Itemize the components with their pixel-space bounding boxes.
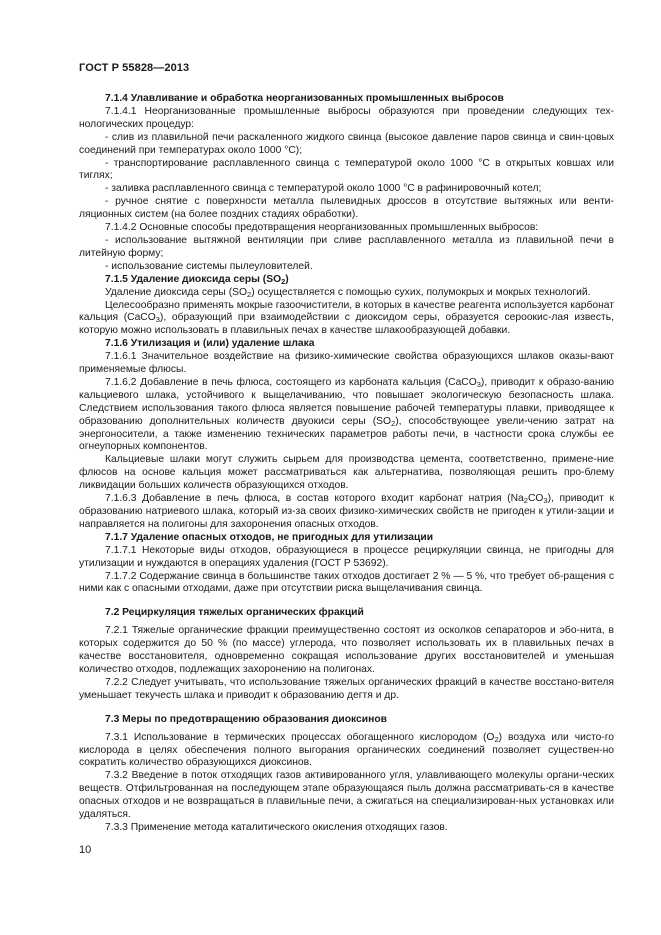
text-run: ) воздуха или чисто-го кислорода в целях обеспечения полного выгорания органических соединений позволяет существен-но сократить количество образующихся диоксинов. (79, 731, 614, 769)
text-run: 7.1.7 Удаление опасных отходов, не пригодных для утилизации (105, 531, 434, 543)
paragraph (79, 545, 614, 571)
subscript: 2 (494, 734, 499, 744)
text-run: - слив из плавильной печи раскаленного жидкого свинца (высокое давление паров свинца и свин-цовых соединений при температурах около 1000 °С); (79, 131, 614, 156)
paragraph (79, 196, 614, 222)
text-run: - заливка расплавленного свинца с температурой около 1000 °С в рафинировочный котел; (105, 183, 542, 195)
text-run: CO (527, 493, 544, 505)
subscript: 2 (523, 496, 528, 506)
paragraph (79, 732, 614, 771)
text-run: 7.2.2 Следует учитывать, что использование тяжелых органических фракций в качестве восстано-вителя уменьшает текучесть шлака и приводит к образованию дегтя и др. (79, 676, 614, 701)
text-run: 7.1.7.1 Некоторые виды отходов, образующиеся в процессе рециркуляции свинца, не пригодны для утилизации и нуждаются в операциях удаления (ГОСТ Р 53692). (79, 544, 614, 569)
text-run: 7.2.1 Тяжелые органические фракции преимущественно состоят из осколков сепараторов и эбо-нита, в которых содержится до 50 % (по массе) углерода, что позволяет использовать их в плавильных печах в качестве восстановителя, одновременно сокращая использование других восстановителей и уменьшая количество отходов, подлежащих захоронению на полигонах. (79, 625, 614, 675)
paragraph (79, 377, 614, 454)
text-run: 7.1.4.1 Неорганизованные промышленные выбросы образуются при проведении следующих тех-нологических процедур: (79, 105, 614, 130)
paragraph (79, 287, 614, 300)
text-run: Удаление диоксида серы (SO (105, 286, 248, 298)
paragraph (79, 300, 614, 339)
paragraph (79, 822, 614, 835)
text-run: 7.1.4 Улавливание и обработка неорганизованных промышленных выбросов (105, 93, 504, 104)
subscript: 3 (543, 496, 548, 506)
text-run: 7.1.6.1 Значительное воздействие на физико-химические свойства образующихся шлаков оказы-вают применяемые флюсы. (79, 351, 614, 376)
text-run: 7.3.3 Применение метода каталитического окисления отходящих газов. (105, 821, 448, 833)
paragraph (79, 235, 614, 261)
paragraph (79, 677, 614, 703)
section-heading (79, 93, 614, 106)
subscript: 2 (247, 289, 252, 299)
paragraph (79, 493, 614, 532)
paragraph (79, 261, 614, 274)
text-run: - использование вытяжной вентиляции при сливе расплавленного металла из плавильной печи в литейную форму; (79, 234, 614, 259)
document-header: ГОСТ Р 55828—2013 (79, 62, 190, 74)
text-run: ) (285, 273, 289, 285)
page-number: 10 (79, 844, 92, 856)
subscript: 2 (281, 276, 286, 286)
section-heading (79, 338, 614, 351)
text-run: ) осуществляется с помощью сухих, полумокрых и мокрых технологий. (251, 286, 591, 298)
text-run: ), способствующее увели-чению затрат на энергоносители, а также изменению технических параметров работы печи, в частности срока службы ее огнеупорных компонентов. (79, 415, 614, 453)
section-heading (79, 274, 614, 287)
text-run: - ручное снятие с поверхности металла пылевидных дроссов в отсутствие вытяжных или венти-ляционных систем (на более поздних стадиях обработки). (79, 196, 614, 221)
text-run: Целесообразно применять мокрые газоочистители, в которых в качестве реагента используется карбонат кальция (CaCO (79, 299, 614, 324)
paragraph (79, 106, 614, 132)
paragraph (79, 183, 614, 196)
text-run: 7.1.7.2 Содержание свинца в большинстве таких отходов достигает 2 % — 5 %, что требует об-ращения с ними как с опасными отходами, даже при отсутствии риска выщелачивания свинца. (79, 570, 614, 595)
text-run: 7.1.5 Удаление диоксида серы (SO (105, 273, 282, 285)
text-run: - транспортирование расплавленного свинца с температурой около 1000 °С в открытых ковшах или тиглях; (79, 157, 614, 182)
text-run: ), приводит к образо-ванию кальциевого шлака, устойчивого к выщелачиванию, что повышает экологическую безопасность шлака. Следствием использования такого флюса является повышение рабочей температуры плавки, приводящее к образованию дополнительных количеств двуокиси серы (SO (79, 376, 614, 427)
paragraph (79, 351, 614, 377)
text-run: 7.1.4.2 Основные способы предотвращения неорганизованных промышленных выбросов: (105, 222, 539, 234)
section-heading (79, 607, 614, 620)
text-run: 7.1.6.3 Добавление в печь флюса, в состав которого входит карбонат натрия (Na (105, 493, 524, 505)
section-heading (79, 532, 614, 545)
text-run: 7.2 Рециркуляция тяжелых органических фракций (105, 607, 364, 619)
document-body (79, 93, 614, 835)
subscript: 2 (391, 418, 396, 428)
text-run: ), образующий при взаимодействии с диоксидом серы, образуется сероокис-лая известь, которую можно использовать в плавильных печах в качестве шлакообразующей добавки. (79, 312, 614, 337)
subscript: 3 (155, 315, 160, 325)
text-run: - использование системы пылеуловителей. (105, 260, 313, 272)
paragraph (79, 625, 614, 677)
paragraph (79, 571, 614, 597)
subscript: 3 (476, 379, 481, 389)
section-heading (79, 714, 614, 727)
paragraph (79, 222, 614, 235)
paragraph (79, 132, 614, 158)
text-run: Кальциевые шлаки могут служить сырьем для производства цемента, соответственно, примене-ние флюсов на основе кальция может рассматриваться как альтернатива, позволяющая решить про-блему ликвидации больших количеств образующихся отходов. (79, 454, 614, 492)
paragraph (79, 454, 614, 493)
text-run: 7.3 Меры по предотвращению образования диоксинов (105, 713, 387, 725)
text-run: 7.3.1 Использование в термических процессах обогащенного кислородом (O (105, 731, 495, 743)
text-run: 7.3.2 Введение в поток отходящих газов активированного угля, улавливающего молекулы органи-ческих веществ. Отфильтрованная на последующем этапе образующаяся пыль должна рассматривать-ся в качестве опасных отходов и не возвращаться в плавильные печи, а сжигаться на специализирован-ных установках или удаляться. (79, 770, 614, 821)
paragraph (79, 158, 614, 184)
text-run: 7.1.6 Утилизация и (или) удаление шлака (105, 338, 315, 350)
paragraph (79, 770, 614, 822)
text-run: 7.1.6.2 Добавление в печь флюса, состоящего из карбоната кальция (CaCO (105, 376, 477, 388)
text-run: ), приводит к образованию натриевого шлака, который из-за своих физико-химических свойств не пригоден к утили-зации и направляется на полигоны для захоронения опасных отходов. (79, 493, 614, 530)
